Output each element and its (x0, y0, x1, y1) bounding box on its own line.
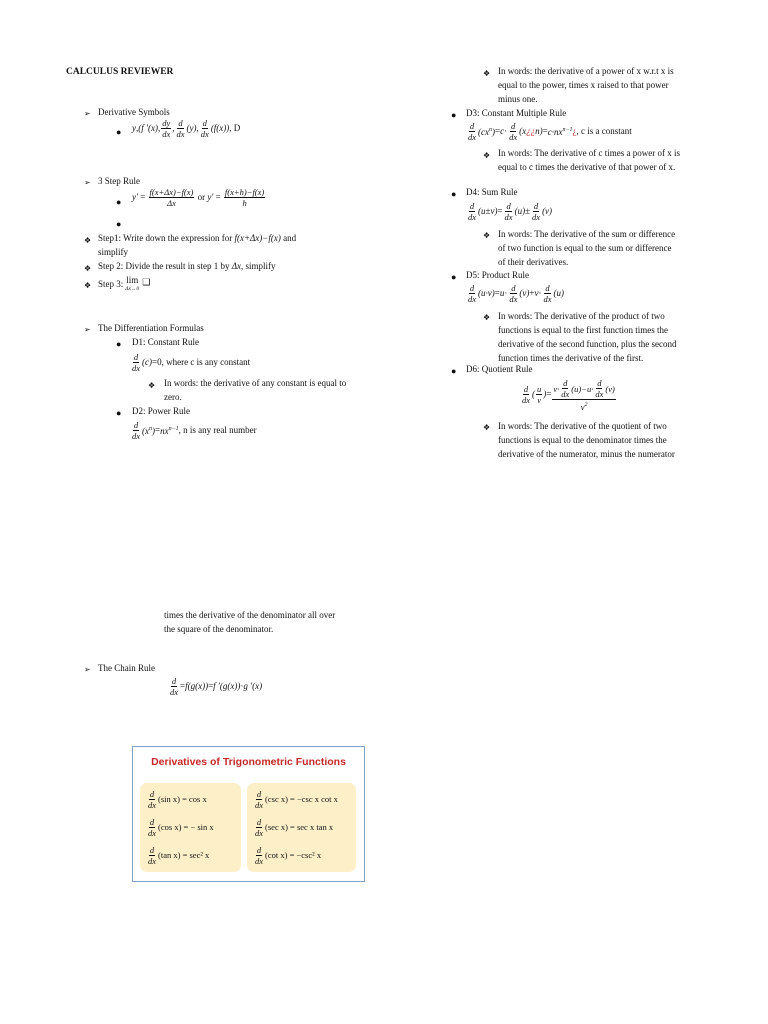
dx-text: dx (148, 856, 157, 866)
formulas-heading: The Differentiation Formulas (98, 323, 204, 333)
d3-words-1: In words: The derivative of c times a power of x is (498, 148, 681, 158)
arrow-bullet-icon: ➢ (84, 109, 91, 118)
trig-panel-left (140, 783, 241, 872)
arrow-bullet-icon: ➢ (84, 665, 91, 674)
d2-suffix: , n is any real number (178, 424, 257, 435)
d6-words-5: the square of the denominator. (164, 624, 274, 634)
d5-words-3: derivative of the second function, plus the second (498, 339, 677, 349)
d-text: d (256, 817, 262, 827)
diamond-bullet-icon: ❖ (84, 281, 92, 290)
d3-label: D3: Constant Multiple Rule (466, 108, 567, 118)
dot-bullet-icon: ● (451, 110, 457, 120)
step2-text: Step 2: Divide the result in step 1 by Δx, simplify (98, 261, 276, 271)
dot-bullet-icon: ● (116, 197, 122, 207)
derivative-symbols-heading: Derivative Symbols (98, 107, 170, 117)
trig-row (146, 845, 209, 866)
d2-label: D2: Power Rule (132, 406, 190, 416)
trig-title: Derivatives of Trigonometric Functions (151, 756, 346, 768)
diamond-bullet-icon: ❖ (483, 151, 491, 160)
trig-row (146, 817, 214, 838)
d3-formula: $\frac{d}{dx}$ $(cx^n)$ = c · $\frac{d}{dx}$ (x¿¿n) = $c\cdot nx^{n-1}$ ¿ , c is a constant (468, 121, 632, 142)
step3-text (98, 276, 150, 294)
d-text: d (149, 789, 155, 799)
trig-fn: (cos x) = − sin x (158, 821, 214, 832)
box-icon: ❑ (142, 277, 151, 287)
trig-panel-right (247, 783, 356, 872)
dot-bullet-icon: ● (451, 272, 457, 282)
trig-derivatives-figure (132, 746, 365, 882)
d2-words-1: In words: the derivative of a power of x w.r.t x is (498, 66, 674, 76)
diamond-bullet-icon: ❖ (483, 423, 491, 432)
step1-and: and (283, 233, 297, 243)
d-text: d (149, 817, 155, 827)
d5-words-2: functions is equal to the first function times the (498, 325, 668, 335)
d4-words-1: In words: The derivative of the sum or difference (498, 229, 676, 239)
d6-label: D6: Quotient Rule (466, 364, 533, 374)
or-text: or (197, 191, 206, 202)
trig-fn: (sin x) = cos x (158, 793, 207, 804)
chain-rule-formula: $\frac{d}{dx}$ = f(g(x)) = f ′(g(x)) · g ′(x) (170, 676, 263, 697)
d3-words-2: equal to c times the derivative of that power of x. (498, 162, 676, 172)
dx-text: dx (148, 828, 157, 838)
dot-bullet-icon: ● (451, 366, 457, 376)
arrow-bullet-icon: ➢ (84, 325, 91, 334)
step3-label: Step 3: (98, 279, 124, 289)
step2-label: Step 2: Divide the result in step 1 by (98, 261, 230, 271)
d5-words-1: In words: The derivative of the product of two (498, 311, 665, 321)
d6-words-4: times the derivative of the denominator all over (164, 610, 336, 620)
diamond-bullet-icon: ❖ (483, 313, 491, 322)
d1-words-1: In words: the derivative of any constant is equal to (164, 378, 347, 388)
lim-subscript: Δx→0 (125, 286, 140, 292)
d5-formula: $\frac{d}{dx}$ (u·v) = u · $\frac{d}{dx}$ (v) + v · $\frac{d}{dx}$ (u) (468, 283, 564, 304)
arrow-bullet-icon: ➢ (84, 178, 91, 187)
d4-words-2: of two function is equal to the sum or difference (498, 243, 672, 253)
step2-end: , simplify (241, 261, 276, 271)
d-text: d (256, 789, 262, 799)
trig-fn: (tan x) = sec² x (158, 849, 210, 860)
trig-row (146, 789, 207, 810)
derivative-symbols-formula: y , (f ′(x) , $\frac{dy}{dx}$ , $\frac{d}{dx}$ (y) , $\frac{d}{dx}$ (f(x)) , D (132, 118, 241, 139)
d4-words-3: of their derivatives. (498, 257, 569, 267)
d3-suffix: , c is a constant (576, 125, 632, 136)
d6-words-3: derivative of the numerator, minus the numerator (498, 449, 675, 459)
d1-suffix: , where c is any constant (161, 356, 251, 367)
d4-formula: $\frac{d}{dx}$ (u±v) = $\frac{d}{dx}$ (u) ± $\frac{d}{dx}$ (v) (468, 201, 553, 222)
d6-formula: $\frac{d}{dx}$ ( $\frac{u}{v}$ ) = v· $\frac{d}{dx}$ (u)−u· $\frac{d}{dx}$ (v) $v^2$ (522, 378, 615, 412)
trig-fn: (sec x) = sec x tan x (265, 821, 334, 832)
chain-rule-heading: The Chain Rule (98, 663, 155, 673)
d1-formula: $\frac{d}{dx}$ (c) =0 , where c is any constant (132, 352, 251, 373)
dot-bullet-icon: ● (116, 339, 122, 349)
dx-text: dx (255, 800, 264, 810)
three-step-heading: 3 Step Rule (98, 176, 140, 186)
d2-words-3: minus one. (498, 94, 538, 104)
d2-words-2: equal to the power, times x raised to that power (498, 80, 669, 90)
d2-formula: $\frac{d}{dx}$ $(x^n)$ = $nx^{n-1}$ , n is any real number (132, 420, 257, 441)
d6-words-1: In words: The derivative of the quotient of two (498, 421, 667, 431)
step1-simplify: simplify (98, 247, 129, 257)
dot-bullet-icon: ● (116, 219, 122, 229)
dx-text: dx (255, 856, 264, 866)
d5-label: D5: Product Rule (466, 270, 529, 280)
d1-label: D1: Constant Rule (132, 337, 199, 347)
dot-bullet-icon: ● (116, 408, 122, 418)
dot-bullet-icon: ● (451, 189, 457, 199)
d-suffix: , D (229, 122, 241, 133)
step1-text: Step1: Write down the expression for f(x+Δx)−f(x) and (98, 233, 297, 243)
diamond-bullet-icon: ❖ (483, 231, 491, 240)
d1-words-2: zero. (164, 392, 182, 402)
trig-row (253, 789, 338, 810)
trig-row (253, 817, 333, 838)
diamond-bullet-icon: ❖ (84, 236, 92, 245)
trig-fn: (cot x) = −csc² x (265, 849, 322, 860)
d-text: d (149, 845, 155, 855)
step1-label: Step1: Write down the expression for (98, 233, 233, 243)
d5-words-4: function times the derivative of the first. (498, 353, 644, 363)
d4-label: D4: Sum Rule (466, 187, 518, 197)
lim-text: lim (126, 275, 139, 285)
dx-text: dx (148, 800, 157, 810)
three-step-formula: y′ = $\frac{f(x+\Delta x)-f(x)}{\Delta x}$ or y′ = $\frac{f(x+h)-f(x)}{h}$ (132, 187, 265, 208)
document-title: CALCULUS REVIEWER (66, 67, 174, 77)
diamond-bullet-icon: ❖ (84, 264, 92, 273)
d-text: d (256, 845, 262, 855)
dot-bullet-icon: ● (116, 127, 122, 137)
d6-words-2: functions is equal to the denominator times the (498, 435, 667, 445)
diamond-bullet-icon: ❖ (483, 69, 491, 78)
dx-text: dx (255, 828, 264, 838)
trig-row (253, 845, 321, 866)
diamond-bullet-icon: ❖ (148, 381, 156, 390)
trig-fn: (csc x) = −csc x cot x (265, 793, 338, 804)
